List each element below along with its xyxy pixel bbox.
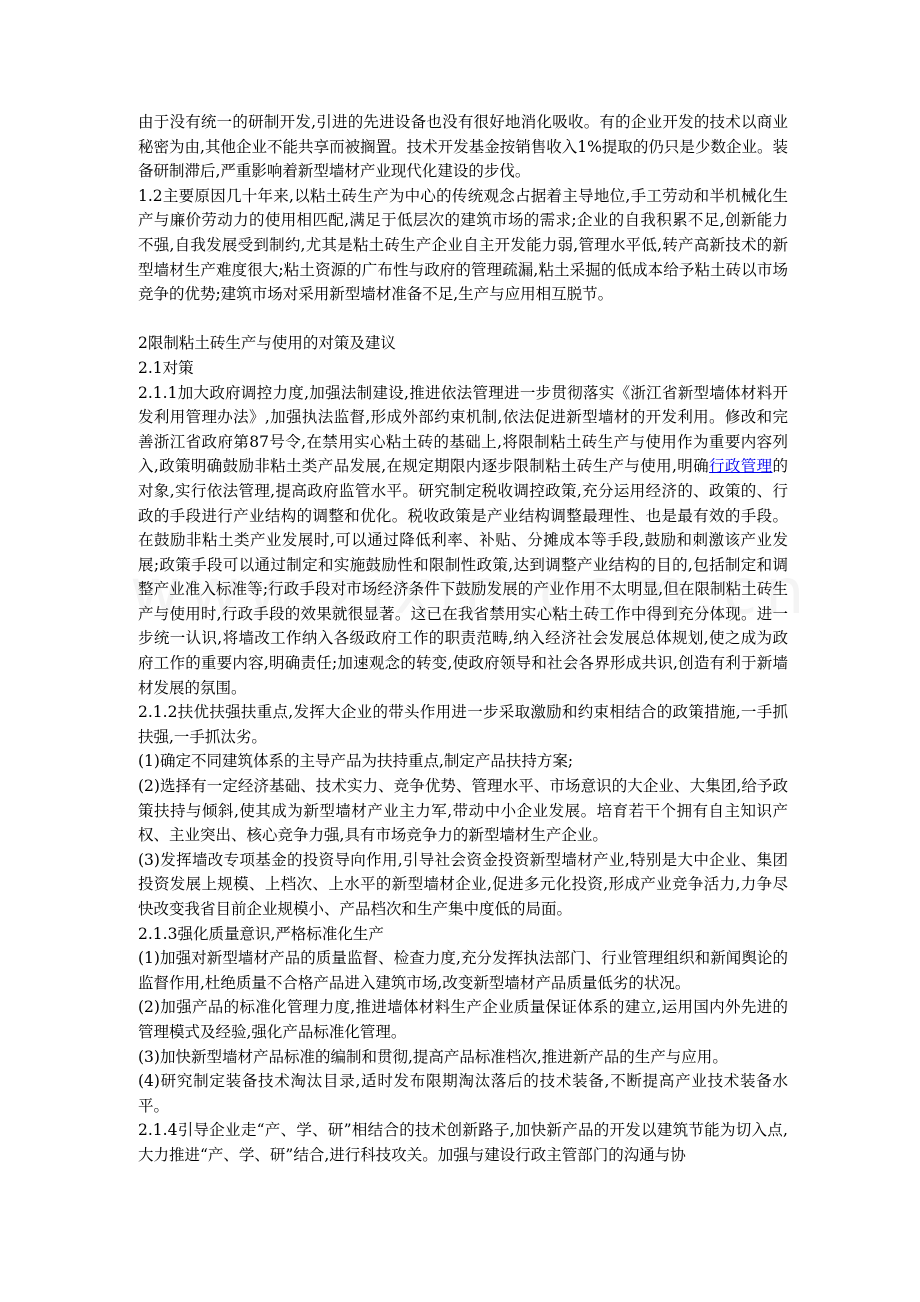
administrative-management-link[interactable]: 行政管理 xyxy=(709,457,773,476)
list-item-2-1-3-3: (3)加快新型墙材产品标准的编制和贯彻,提高产品标准档次,推进新产品的生产与应用。 xyxy=(138,1047,728,1066)
paragraph-intro: 由于没有统一的研制开发,引进的先进设备也没有很好地消化吸收。有的企业开发的技术以商业秘密为由,其他企业不能共享而被搁置。技术开发基金按销售收入1%提取的仍只是少数企业。装备研制滞后,严重影响着新型墙材产业现代化建设的步伐。 xyxy=(138,113,788,181)
document-body xyxy=(138,110,788,1168)
paragraph-2-1-1-text-a: 2.1.1加大政府调控力度,加强法制建设,推进依法管理进一步贯彻落实《浙江省新型墙体材料开发利用管理办法》,加强执法监督,形成外部约束机制,依法促进新型墙材的开发利用。修改和完善浙江省政府第87号令,在禁用实心粘土砖的基础上,将限制粘土砖生产与使用作为重要内容列入,政策明确鼓励非粘土类产品发展,在规定期限内逐步限制粘土砖生产与使用,明确 xyxy=(138,383,788,476)
section-heading-2: 2限制粘土砖生产与使用的对策及建议 xyxy=(138,334,396,353)
paragraph-2-1-1 xyxy=(138,381,788,701)
list-item-2-1-2-1: (1)确定不同建筑体系的主导产品为扶持重点,制定产品扶持方案; xyxy=(138,752,574,771)
list-item-2-1-3-2: (2)加强产品的标准化管理力度,推进墙体材料生产企业质量保证体系的建立,运用国内外先进的管理模式及经验,强化产品标准化管理。 xyxy=(138,998,788,1041)
paragraph-1-2: 1.2主要原因几十年来,以粘土砖生产为中心的传统观念占据着主导地位,手工劳动和半机械化生产与廉价劳动力的使用相匹配,满足于低层次的建筑市场的需求;企业的自我积累不足,创新能力不强,自我发展受到制约,尤其是粘土砖生产企业自主开发能力弱,管理水平低,转产高新技术的新型墙材生产难度很大;粘土资源的广布性与政府的管理疏漏,粘土采掘的低成本给予粘土砖以市场竞争的优势;建筑市场对采用新型墙材准备不足,生产与应用相互脱节。 xyxy=(138,186,788,304)
paragraph-2-1-2: 2.1.2扶优扶强扶重点,发挥大企业的带头作用进一步采取激励和约束相结合的政策措施,一手抓扶强,一手抓汰劣。 xyxy=(138,703,788,746)
list-item-2-1-3-4: (4)研究制定装备技术淘汰目录,适时发布限期淘汰落后的技术装备,不断提高产业技术装备水平。 xyxy=(138,1072,788,1115)
paragraph-2-1-3: 2.1.3强化质量意识,严格标准化生产 xyxy=(138,924,384,943)
blank-line xyxy=(138,307,788,332)
paragraph-2-1-1-text-b: 的对象,实行依法管理,提高政府监管水平。研究制定税收调控政策,充分运用经济的、政策的、行政的手段进行产业结构的调整和优化。税收政策是产业结构调整最理性、也是最有效的手段。在鼓励非粘土类产业发展时,可以通过降低利率、补贴、分摊成本等手段,鼓励和刺激该产业发展;政策手段可以通过制定和实施鼓励性和限制性政策,达到调整产业结构的目的,包括制定和调整产业准入标准等;行政手段对市场经济条件下鼓励发展的产业作用不太明显,但在限制粘土砖生产与使用时,行政手段的效果就很显著。这已在我省禁用实心粘土砖工作中得到充分体现。进一步统一认识,将墙改工作纳入各级政府工作的职责范畴,纳入经济社会发展总体规划,使之成为政府工作的重要内容,明确责任;加速观念的转变,使政府领导和社会各界形成共识,创造有利于新墙材发展的氛围。 xyxy=(138,457,788,697)
list-item-2-1-3-1: (1)加强对新型墙材产品的质量监督、检查力度,充分发挥执法部门、行业管理组织和新闻舆论的监督作用,杜绝质量不合格产品进入建筑市场,改变新型墙材产品质量低劣的状况。 xyxy=(138,949,788,992)
list-item-2-1-2-2: (2)选择有一定经济基础、技术实力、竞争优势、管理水平、市场意识的大企业、大集团,给予政策扶持与倾斜,使其成为新型墙材产业主力军,带动中小企业发展。培育若干个拥有自主知识产权、主业突出、核心竞争力强,具有市场竞争力的新型墙材生产企业。 xyxy=(138,777,788,845)
paragraph-2-1-4: 2.1.4引导企业走“产、学、研”相结合的技术创新路子,加快新产品的开发以建筑节能为切入点,大力推进“产、学、研”结合,进行科技攻关。加强与建设行政主管部门的沟通与协 xyxy=(138,1121,788,1164)
list-item-2-1-2-3: (3)发挥墙改专项基金的投资导向作用,引导社会资金投资新型墙材产业,特别是大中企业、集团投资发展上规模、上档次、上水平的新型墙材企业,促进多元化投资,形成产业竞争活力,力争尽快改变我省目前企业规模小、产品档次和生产集中度低的局面。 xyxy=(138,850,788,918)
section-heading-2-1: 2.1对策 xyxy=(138,358,194,377)
